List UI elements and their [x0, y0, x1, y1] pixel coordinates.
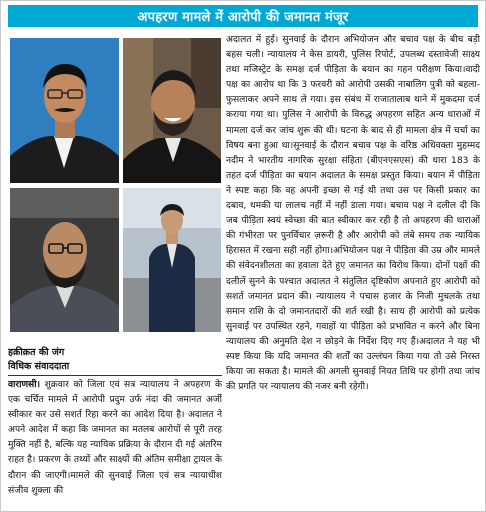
article-right-column [226, 33, 480, 507]
headline-text: अपहरण मामले में आरोपी की जमानत मंजूर [137, 10, 349, 25]
article-lead-paragraph [8, 378, 222, 499]
photo-advocate-4 [123, 188, 221, 332]
dateline: वाराणसी। [8, 380, 41, 390]
byline-reporter: विधिक संवाददाता [8, 360, 222, 376]
byline-title: हक़ीक़त की जंग [8, 347, 65, 358]
article-continuation: अदालत में हुई। सुनवाई के दौरान अभियोजन और बचाव पक्ष के बीच बड़ी बहस चली। न्यायालय ने केस डायरी, पुलिस रिपोर्ट, उपलब्ध दस्तावेजी साक्ष्य तथा मजिस्ट्रेट के समक्ष दर्ज पीड़िता के बयान का गहन परीक्षण किया।वादी पक्ष का आरोप था कि 3 फरवरी को आरोपी उसकी नाबालिग पुत्री को बहला-फुसलाकर अपने साथ ले गया। इस संबंध में राजातालाब थाने में मुकदमा दर्ज कराया गया था। पुलिस ने आरोपी के विरुद्ध अपहरण सहित अन्य धाराओं में मामला दर्ज कर जांच शुरू की थी। घटना के बाद से ही मामला क्षेत्र में चर्चा का विषय बना हुआ था।सुनवाई के दौरान बचाव पक्ष के वरिष्ठ अधिवक्ता मुहम्मद नदीम ने भारतीय नागरिक सुरक्षा संहिता (बीएनएसएस) की धारा 183 के तहत दर्ज पीड़िता का बयान अदालत के समक्ष प्रस्तुत किया। बयान में पीड़िता ने स्पष्ट कहा कि वह अपनी इच्छा से गई थी तथा उस पर किसी प्रकार का दबाव, धमकी या लालच नहीं में नहीं डाला गया। बचाव पक्ष ने दलील दी कि जब पीड़िता स्वयं स्वेच्छा की बात स्वीकार कर रही है तो अपहरण की धाराओं की गंभीरता पर पुनर्विचार ज़रूरी है और आरोपी को लंबे समय तक न्यायिक हिरासत में रखना सही नहीं होगा।अभियोजन पक्ष ने पीड़िता की उम्र और मामले की संवेदनशीलता का हवाला देते हुए जमानत का विरोध किया। दोनों पक्षों की दलीलें सुनने के पश्चात अदालत ने संतुलित दृष्टिकोण अपनाते हुए आरोपी को सशर्त जमानत प्रदान की। न्यायालय ने पचास हजार के निजी मुचलके तथा समान राशि के दो जमानतदारों की शर्त रखी है। साथ ही आरोपी को प्रत्येक सुनवाई पर उपस्थित रहने, गवाहों या पीड़िता को प्रभावित न करने और बिना न्यायालय की अनुमति देश न छोड़ने के निर्देश दिए गए हैं।अदालत ने यह भी स्पष्ट किया कि यदि जमानत की शर्तों का उल्लंघन किया गया तो उसे निरस्त किया जा सकता है। मामले की अगली सुनवाई नियत तिथि पर होगी तथा जांच की प्रगति पर न्यायालय की नजर बनी रहेगी। [226, 35, 480, 393]
article-lead-text: शुक्रवार को जिला एवं सत्र न्यायालय ने अपहरण के एक चर्चित मामले में आरोपी प्रदुम उर्फ नंदा की जमानत अर्जी स्वीकार कर उसे सशर्त रिहा करने का आदेश दिया है। अदालत ने अपने आदेश में कहा कि जमानत का मतलब आरोपों से पूरी तरह मुक्ति नहीं है, बल्कि यह न्यायिक प्रक्रिया के दौरान दी गई अंतरिम राहत है। प्रकरण के तथ्यों और साक्ष्यों की अंतिम समीक्षा ट्रायल के दौरान की जाएगी।मामले की सुनवाई जिला एवं सत्र न्यायाधीश संजीव शुक्ला की [8, 380, 222, 496]
photo-advocate-1 [10, 38, 119, 183]
photo-advocate-2 [123, 38, 221, 183]
headline-banner [8, 5, 478, 27]
article-left-column [8, 346, 222, 508]
photo-advocate-3 [10, 188, 119, 332]
